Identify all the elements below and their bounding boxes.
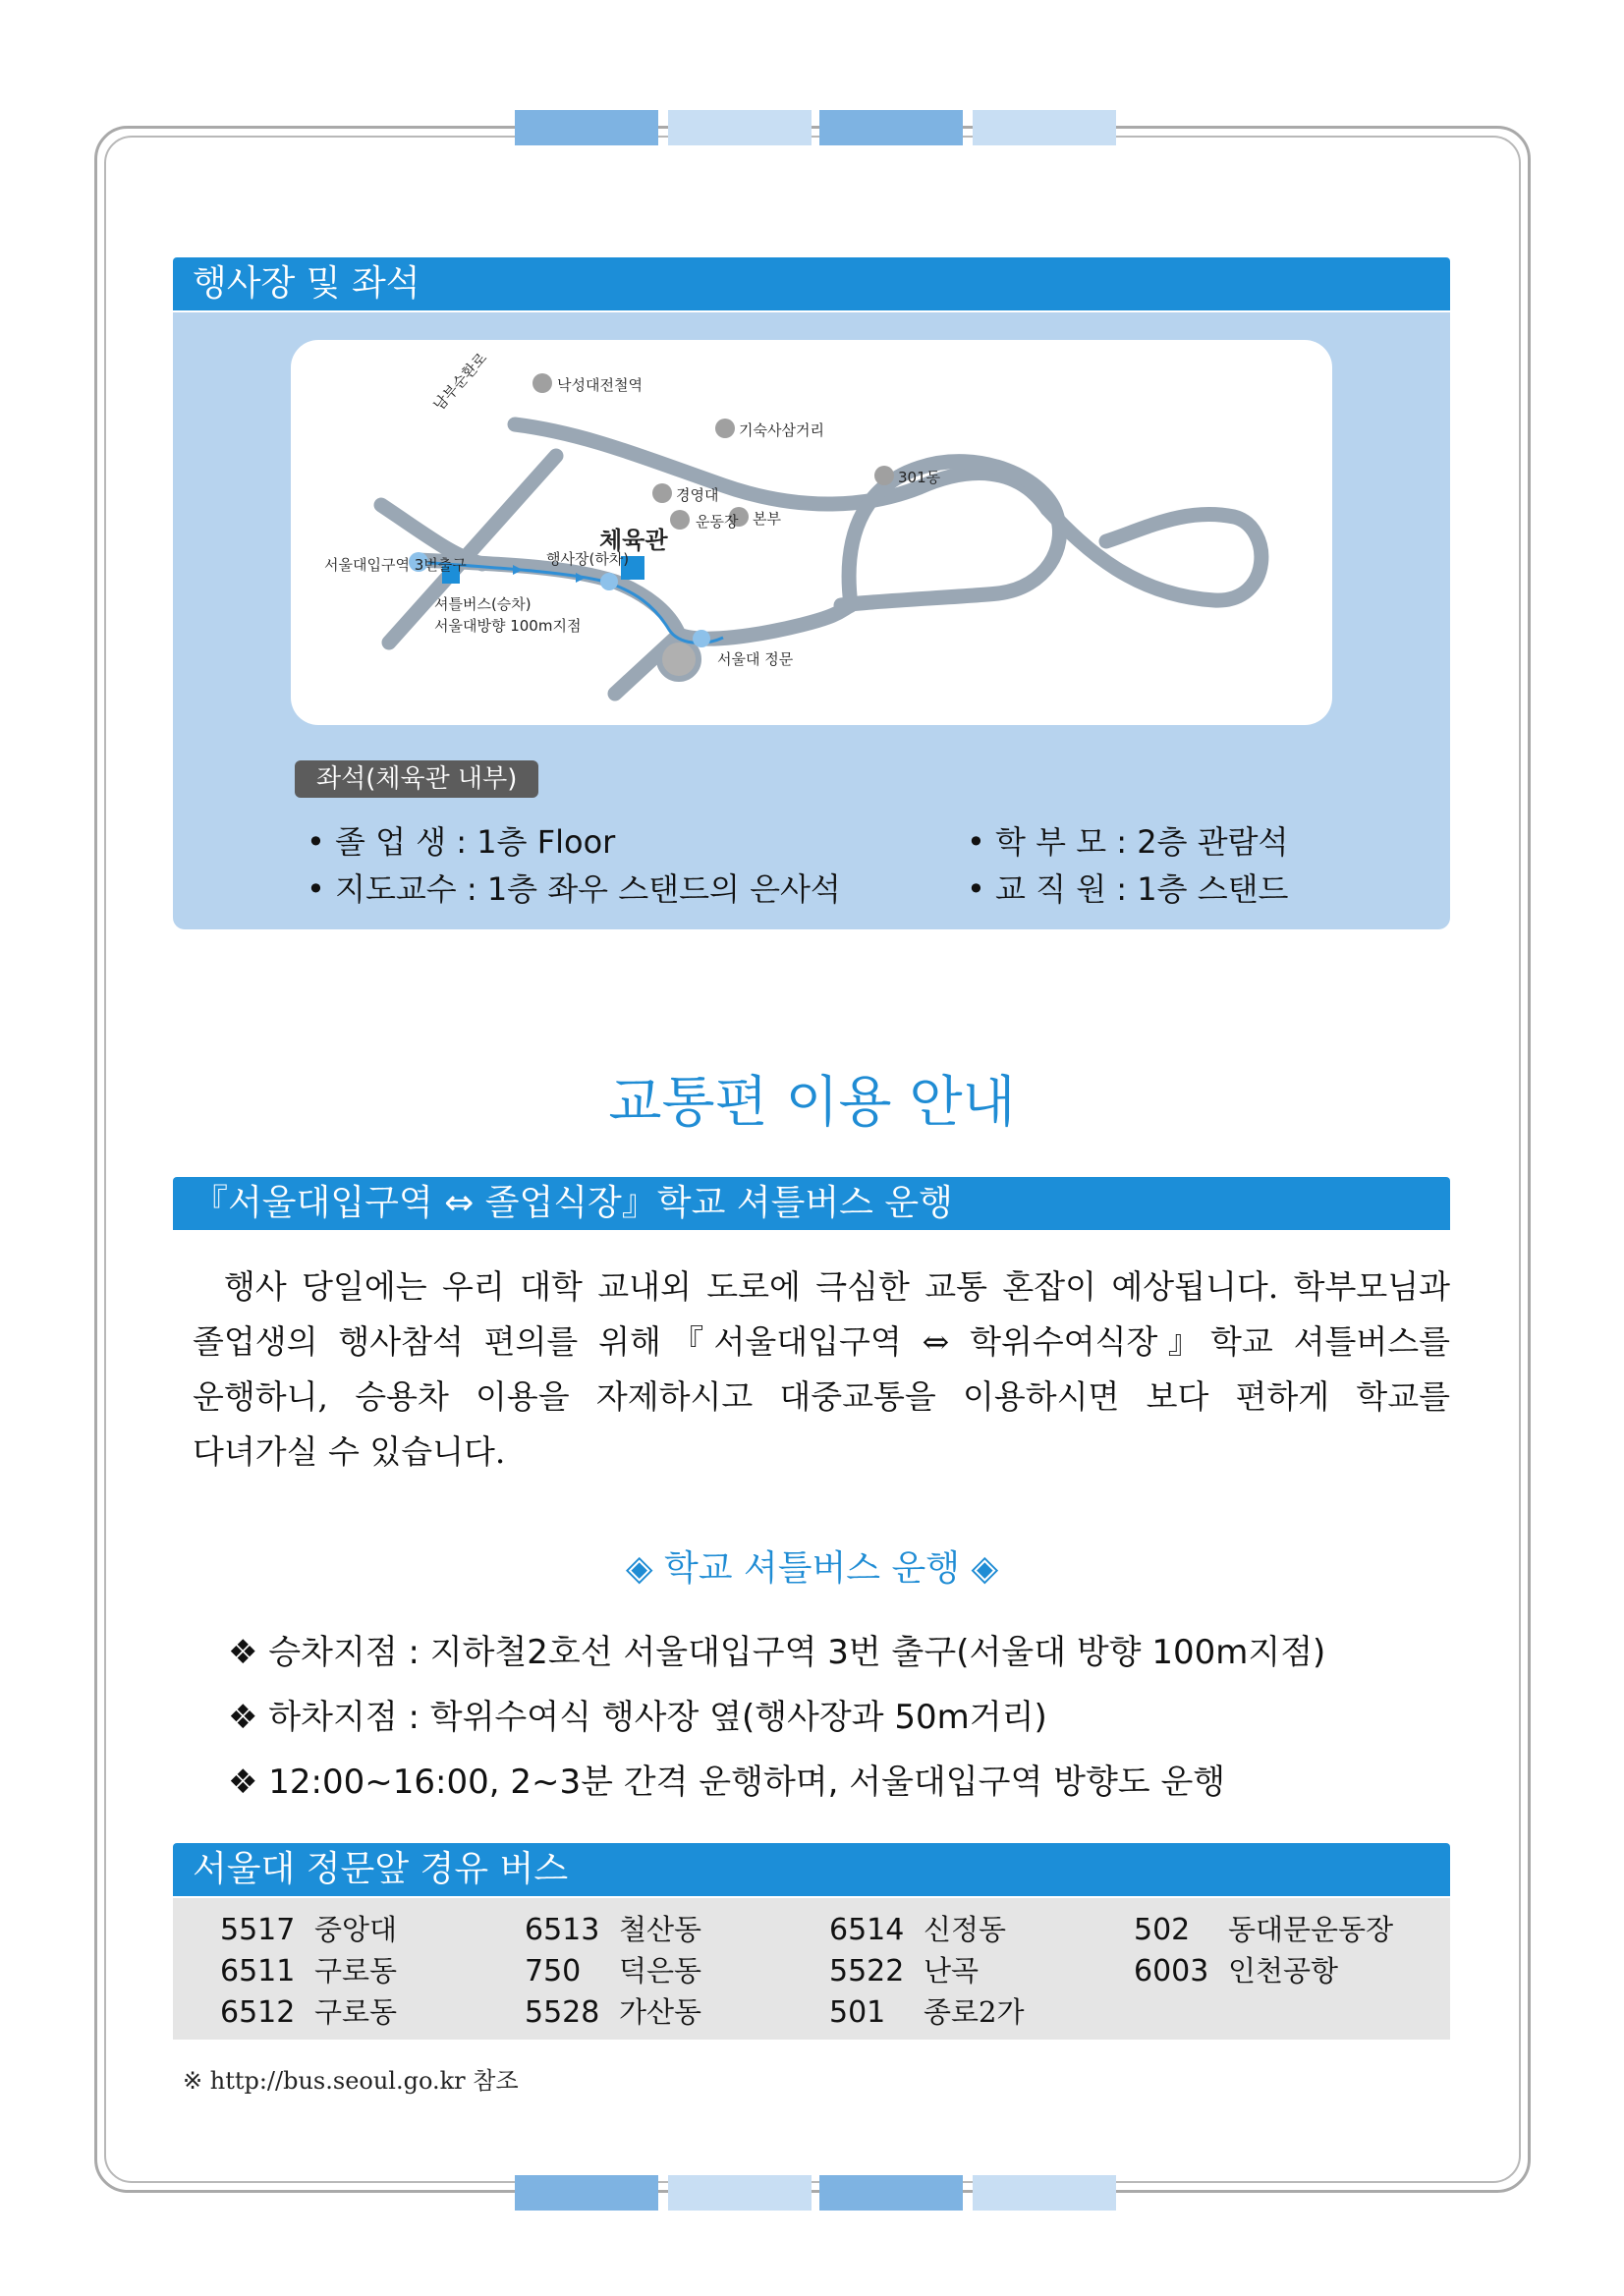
main-gate-label: 서울대 정문 [717,650,794,668]
bus-number: 6003 [1134,1954,1209,1988]
campus-map [291,340,1332,725]
paragraph-line-3: 운행하니, 승용차 이용을 자제하시고 대중교통을 이용하시면 보다 편하게 학교를 [193,1377,1450,1416]
bus-destination: 동대문운동장 [1228,1913,1394,1946]
bus-entry [829,1908,1006,1948]
exit3-label: 서울대입구역 3번출구 [324,556,467,574]
bus-entry [220,1908,397,1948]
bus-number: 750 [525,1954,582,1988]
bus-panel [173,1898,1450,2040]
bus-entry [525,1908,701,1948]
paragraph-line-1: 행사 당일에는 우리 대학 교내외 도로에 극심한 교통 혼잡이 예상됩니다. 학부모님과 [224,1267,1450,1306]
seat-advisors: • 지도교수 : 1층 좌우 스탠드의 은사석 [307,870,841,908]
bus-number: 6513 [525,1913,600,1947]
bldg301-label: 301동 [898,469,941,486]
bus-destination: 구로동 [314,1995,398,2029]
bus-number: 5517 [220,1913,296,1947]
bus-number: 6512 [220,1995,296,2030]
bottom-tab-4 [973,2175,1116,2211]
shuttle-board-label: 셔틀버스(승차) [434,595,532,613]
nakseong-marker [532,373,552,393]
transport-title: 교통편 이용 안내 [608,1071,1016,1135]
bus-entry [1134,1949,1338,1989]
shuttle-dropoff: ❖ 하차지점 : 학위수여식 행사장 옆(행사장과 50m거리) [228,1698,1047,1737]
bus-destination: 구로동 [314,1954,398,1988]
bottom-tab-2 [668,2175,812,2211]
shuttle-boarding: ❖ 승차지점 : 지하철2호선 서울대입구역 3번 출구(서울대 방향 100m지점) [228,1633,1326,1672]
bus-destination: 철산동 [619,1913,702,1946]
bus-number: 6514 [829,1913,905,1947]
bus-entry [220,1949,397,1989]
bus-number: 5522 [829,1954,905,1988]
nakseong-label: 낙성대전철역 [557,376,643,394]
bus-entry [829,1990,1025,2031]
top-tab-4 [973,110,1116,145]
main-gate-roundabout [659,640,699,679]
gyeongyeong-marker [652,483,672,503]
bus-entry [1134,1908,1393,1948]
shuttle-schedule: ❖ 12:00~16:00, 2~3분 간격 운행하며, 서울대입구역 방향도 운행 [228,1763,1226,1802]
shuttle-section-title: 『서울대입구역 ⇔ 졸업식장』학교 셔틀버스 운행 [173,1177,1450,1230]
bldg301-marker [874,466,894,485]
bottom-tab-1 [515,2175,658,2211]
bonbu-label: 본부 [753,510,781,528]
bus-destination: 난곡 [924,1954,980,1988]
top-tab-2 [668,110,812,145]
road-label: 남부순환로 [429,349,491,415]
bus-destination: 덕은동 [619,1954,702,1988]
bus-number: 502 [1134,1913,1191,1947]
bus-destination: 중앙대 [314,1913,398,1946]
bus-destination: 인천공항 [1228,1954,1339,1988]
seat-graduates: • 졸 업 생 : 1층 Floor [307,823,616,861]
venue-section-title: 행사장 및 좌석 [173,257,1450,310]
bus-entry [220,1990,397,2031]
bus-section-title: 서울대 정문앞 경유 버스 [173,1843,1450,1896]
undongjang-marker [670,510,690,530]
top-tab-3 [819,110,963,145]
gisuk-marker [715,419,735,438]
paragraph-line-2: 졸업생의 행사참석 편의를 위해『서울대입구역 ⇔ 학위수여식장』학교 셔틀버스를 [193,1322,1450,1361]
bus-number: 5528 [525,1995,600,2030]
top-tab-1 [515,110,658,145]
bus-entry [525,1990,701,2031]
bus-destination: 신정동 [924,1913,1007,1946]
venue-dropoff-label: 행사장(하차) [546,550,630,568]
bus-number: 501 [829,1995,886,2030]
seat-staff: • 교 직 원 : 1층 스탠드 [967,870,1289,908]
gyeongyeong-label: 경영대 [676,486,719,504]
bus-reference-note: ※ http://bus.seoul.go.kr 참조 [183,2067,519,2095]
bus-number: 6511 [220,1954,296,1988]
bus-destination: 가산동 [619,1995,702,2029]
bottom-tab-3 [819,2175,963,2211]
road-right [1047,509,1261,600]
shuttle-board-location-label: 서울대방향 100m지점 [434,617,582,635]
seat-parents: • 학 부 모 : 2층 관람석 [967,823,1289,861]
venue-panel [173,312,1450,929]
gisuk-label: 기숙사삼거리 [739,421,824,439]
shuttle-heading: ◈ 학교 셔틀버스 운행 ◈ [625,1548,999,1589]
paragraph-line-4: 다녀가실 수 있습니다. [193,1432,506,1471]
bus-destination: 종로2가 [924,1995,1025,2029]
undongjang-label: 운동장 [696,513,739,531]
bus-entry [829,1949,979,1989]
bus-entry [525,1949,701,1989]
transport-paragraph [193,1260,1450,1480]
main-gate-marker [693,630,710,647]
building-label: 체육관 [599,527,668,554]
seating-tag: 좌석(체육관 내부) [295,760,538,798]
venue-dropoff-marker [600,573,618,590]
